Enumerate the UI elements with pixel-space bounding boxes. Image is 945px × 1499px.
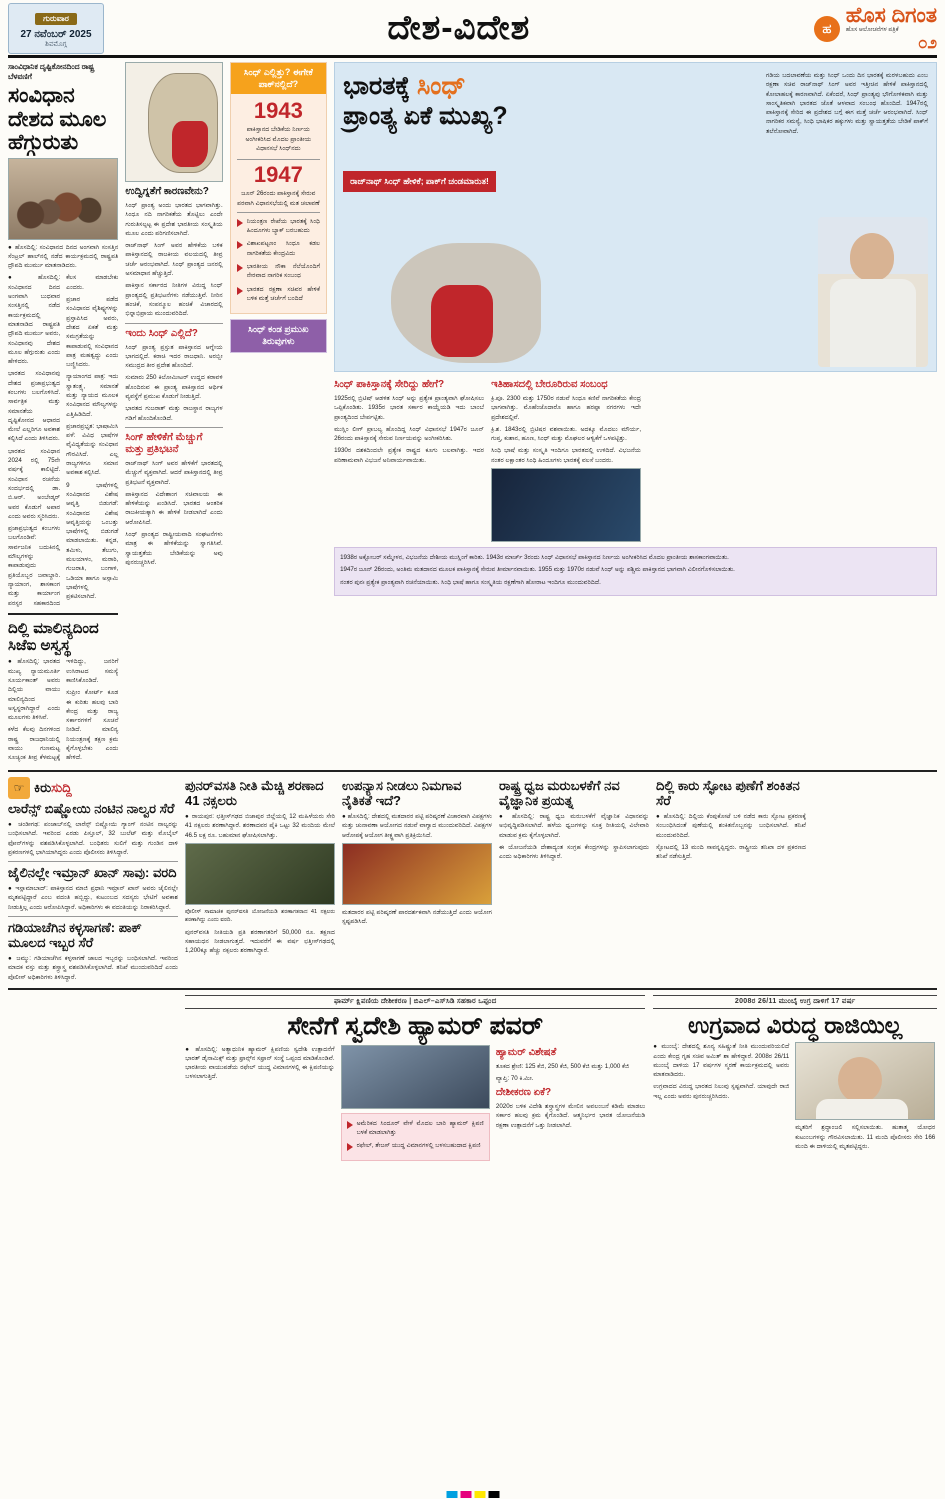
sindh-year-1947-text: ಜೂನ್ 26ರಂದು ಪಾಕಿಸ್ತಾನಕ್ಕೆ ಸೇರುವ ಪರವಾಗಿ ವಿಧಾನಸಭೆಯಲ್ಲಿ ಮತ ಚಲಾವಣೆ xyxy=(237,190,320,207)
lead-para: ಭಾರತದ ಸಂವಿಧಾನವು ದೇಶದ ಪ್ರಜಾಪ್ರಭುತ್ವದ ಕಂಬಗಳು ಬಲಗೊಳಿಸಿದೆ. ಸಾರ್ವತ್ರಿಕ ಮತ್ತು ಸಮಾನತೆಯ ದೃಷ್ಟಿಕೋನದ ಆಧಾರದ ಮೇಲೆ ಎಲ್ಲರಿಗೂ ಅವಕಾಶ ಕಲ್ಪಿಸಿದೆ ಎಂದು ತಿಳಿಸಿದರು. xyxy=(8,370,61,443)
date-label: 27 ನವೆಂಬರ್ 2025 xyxy=(20,28,92,40)
lead-story xyxy=(8,62,118,764)
flag-headline: ರಾಷ್ಟ್ರ ಧ್ವಜ ಮರುಬಳಕೆಗೆ ನವ ವೈಜ್ಞಾನಿಕ ಪ್ರಯತ್ನ xyxy=(499,778,620,809)
mumbai-attack-story xyxy=(653,995,937,1161)
naxal-body2: ಪುನರ್‌ವಸತಿ ನೀತಿಯಡಿ ಪ್ರತಿ ಶರಣಾಗತರಿಗೆ 50,000 ರೂ. ತಕ್ಷಣದ ಸಹಾಯಧನ ನೀಡಲಾಗುತ್ತದೆ. ಇದುವರೆಗೆ ಈ ವರ್ಷ ಛತ್ತೀಸ್‌ಗಢದಲ್ಲಿ 1,200ಕ್ಕೂ ಹೆಚ್ಚು ನಕ್ಸಲರು ಶರಣಾಗಿದ್ದಾರೆ. xyxy=(185,928,335,955)
election-photo xyxy=(342,843,492,905)
mumbai-para: ● ಮುಂಬೈ: ದೇಶದಲ್ಲಿ ಶೂನ್ಯ ಸಹಿಷ್ಣುತೆ ನೀತಿ ಮುಂದುವರಿಯಲಿದೆ ಎಂದು ಕೇಂದ್ರ ಗೃಹ ಸಚಿವ ಅಮಿತ್ ಶಾ ಹೇಳಿದ್ದಾರೆ. 2008ರ 26/11 ಮುಂಬೈ ದಾಳಿಯ 17 ವರ್ಷಗಳ ಸ್ಮರಣೆ ಕಾರ್ಯಕ್ರಮದಲ್ಲಿ ಅವರು ಮಾತನಾಡಿದರು. xyxy=(653,1043,790,1079)
hammer-missile-photo xyxy=(341,1045,490,1109)
lead-photo xyxy=(8,158,118,240)
triangle-bullet-icon xyxy=(237,264,243,272)
where-sindh-para: ಸುಮಾರು 250 ಕಿಲೋಮೀಟರ್ ಉದ್ದದ ಕರಾವಳಿ ಹೊಂದಿರುವ ಈ ಪ್ರಾಂತ್ಯ ಪಾಕಿಸ್ತಾನದ ಆರ್ಥಿಕ ವ್ಯವಸ್ಥೆಗೆ ಪ್ರಮುಖ ಕೊಡುಗೆ ನೀಡುತ್ತಿದೆ. xyxy=(125,374,223,401)
sindh-bullet-text: ಭಾರತದ ರಕ್ಷಣಾ ಸಚಿವರ ಹೇಳಿಕೆ ಬಳಿಕ ಮತ್ತೆ ಚರ್ಚೆಗೆ ಬಂದಿದೆ xyxy=(246,285,321,302)
sindh-map xyxy=(125,62,222,182)
sindh-year-1943-text: ಪಾಕಿಸ್ತಾನದ ಬೇಡಿಕೆಯ ನಿರ್ಣಯ ಅಂಗೀಕರಿಸಿದ ಮೊದಲ ಪ್ರಾಂತೀಯ ವಿಧಾನಸಭೆ ಸಿಂಧ್‌ನದು xyxy=(245,126,312,152)
sindh-bullet xyxy=(237,262,320,281)
lead-para: ಭಾರತದ ಸಂವಿಧಾನ 2024 ರಲ್ಲಿ 75ನೇ ವರ್ಷಕ್ಕೆ ಕಾಲಿಟ್ಟಿದೆ. ಸಂವಿಧಾನ ರಚನೆಯ ಸಂದರ್ಭದಲ್ಲಿ ಡಾ. ಬಿ.ಆರ್. ಅಂಬೇಡ್ಕರ್ ಅವರ ಕೊಡುಗೆ ಅಪಾರ ಎಂದು ಅವರು ಸ್ಮರಿಸಿದರು. xyxy=(8,447,61,520)
lead-para: ಪ್ರಚಾರಪ್ರಭೃತ: ಭಾಷಾಮಿಸಿ ಪಳೆ: ವಿವಿಧ ಭಾಷೆಗಳ ವೈವಿಧ್ಯತೆಯನ್ನು ಸಂವಿಧಾನ ಗೌರವಿಸಿದೆ. ಎಲ್ಲ ರಾಜ್ಯಗಳಿಗೂ ಸಮಾನ ಅವಕಾಶ ಕಲ್ಪಿಸಿದೆ. xyxy=(66,422,119,477)
hammer-pink-bullet xyxy=(347,1119,484,1138)
singh-statement-title: ಸಿಂಗ್ ಹೇಳಿಕೆಗೆ ಮೆಚ್ಚುಗೆ ಮತ್ತು ಪ್ರತಿಭಟನೆ xyxy=(125,431,203,455)
lead-para: 9 ಭಾಷೆಗಳಲ್ಲಿ ಸಂವಿಧಾನದ ವಿಶೇಷ ಆವೃತ್ತಿ ಬಿಡುಗಡೆ: ಸಂವಿಧಾನದ ವಿಶೇಷ ಆವೃತ್ತಿಯನ್ನು ಒಂಬತ್ತು ಭಾಷೆಗಳಲ್ಲಿ ಬಿಡುಗಡೆ ಮಾಡಲಾಯಿತು. ಕನ್ನಡ, ತಮಿಳು, ತೆಲುಗು, ಮಲಯಾಳಂ, ಮರಾಠಿ, ಗುಜರಾತಿ, ಬಂಗಾಳಿ, ಒಡಿಯಾ ಹಾಗೂ ಅಸ್ಸಾಮಿ ಭಾಷೆಗಳಲ್ಲಿ ಪ್ರಕಟಿಸಲಾಗಿದೆ. xyxy=(66,481,119,601)
sindh-year-1943: 1943 xyxy=(253,98,303,124)
hand-pointer-icon: ☞ xyxy=(8,777,30,799)
kiru-item-headline: ಜೈಲಿನಲ್ಲೇ ಇಮ್ರಾನ್ ಖಾನ್ ಸಾವು: ವರದಿ xyxy=(8,865,177,881)
bottom-left-spacer xyxy=(8,995,177,1161)
triangle-bullet-icon xyxy=(237,219,243,227)
mumbai-kicker: 2008ರ 26/11 ಮುಂಬೈ ಉಗ್ರ ದಾಳಿಗೆ 17 ವರ್ಷ xyxy=(653,995,937,1009)
singh-statement-para: ಸಿಂಧ್ ಪ್ರಾಂತ್ಯದ ರಾಷ್ಟ್ರೀಯವಾದಿ ಸಂಘಟನೆಗಳು ಮಾತ್ರ ಈ ಹೇಳಿಕೆಯನ್ನು ಸ್ವಾಗತಿಸಿವೆ. ಸ್ವಾಯತ್ತತೆಯ ಬೇಡಿಕೆಯನ್ನು ಅವು ಪುನರುಚ್ಚರಿಸಿವೆ. xyxy=(125,531,223,566)
kiru-label-1: ಕಿರು xyxy=(34,780,52,796)
naxal-body: ● ರಾಯಪುರ: ಛತ್ತೀಸ್‌ಗಢದ ಬಿಜಾಪುರ ಜಿಲ್ಲೆಯಲ್ಲಿ 12 ಮಹಿಳೆಯರು ಸೇರಿ 41 ನಕ್ಸಲರು ಶರಣಾಗಿದ್ದಾರೆ. ಶರಣಾದವರ ಪೈಕಿ ಒಟ್ಟು 32 ಮಂದಿಯ ಮೇಲೆ 46.5 ಲಕ್ಷ ರೂ. ಬಹುಮಾನ ಘೋಷಿಸಲಾಗಿತ್ತು. xyxy=(185,812,335,839)
hero-red-tag: ರಾಜ್‌ನಾಥ್ ಸಿಂಧ್ ಹೇಳಿಕೆ; ಪಾಕ್‌ಗೆ ಚಂಡಮಾರುತ! xyxy=(343,171,496,192)
delhi-blast-body2: ಸ್ಫೋಟದಲ್ಲಿ 13 ಮಂದಿ ಸಾವನ್ನಪ್ಪಿದ್ದರು. ರಾಷ್ಟ್ರೀಯ ತನಿಖಾ ದಳ ಪ್ರಕರಣದ ತನಿಖೆ ನಡೆಸುತ್ತಿದೆ. xyxy=(656,843,806,861)
naxal-story xyxy=(185,777,335,982)
newspaper-logo-icon: ಹ xyxy=(814,16,840,42)
delhi-cbi-para: ಕಳೆದ ಕೆಲವು ದಿನಗಳಿಂದ ರಾಷ್ಟ್ರ ರಾಜಧಾನಿಯಲ್ಲಿ ವಾಯು ಗುಣಮಟ್ಟ ಸೂಚ್ಯಂಕ ತೀವ್ರ ಕೆಳಮಟ್ಟಕ್ಕೆ ಇಳಿದಿದ್ದು, ಜನರಿಗೆ ಉಸಿರಾಟದ ಸಮಸ್ಯೆ ಕಾಣಿಸಿಕೊಂಡಿದೆ. xyxy=(8,658,119,762)
how-joined-title: ಸಿಂಧ್ ಪಾಕಿಸ್ತಾನಕ್ಕೆ ಸೇರಿದ್ದು ಹೇಗೆ? xyxy=(334,379,445,390)
where-sindh-title: ಇಂದು ಸಿಂಧ್ ಎಲ್ಲಿದೆ? xyxy=(125,327,198,339)
hammer-pink-bullet xyxy=(347,1141,484,1151)
hammer-spec: ವ್ಯಾಪ್ತಿ: 70 ಕಿ.ಮೀ. xyxy=(495,1074,534,1082)
brand-tagline: ಹೊಸ ಆಲೋಚನೆಗಳ ಪತ್ರಿಕೆ xyxy=(845,27,899,34)
lead-para: ನ್ಯಾಯಾಂಗದ ಪಾತ್ರ: ಇದು ಸ್ವಾತಂತ್ರ್ಯ, ಸಮಾನತೆ ಮತ್ತು ನ್ಯಾಯದ ಮೂಲಕ ಸಂವಿಧಾನದ ಮೌಲ್ಯಗಳನ್ನು ಎತ್ತಿಹಿಡಿದಿದೆ. xyxy=(66,373,119,418)
history-title: ಇತಿಹಾಸದಲ್ಲಿ ಬೇರೂರಿರುವ ಸಂಬಂಧ xyxy=(491,379,608,390)
lead-para: ಪ್ರಜಾಪ್ರಭುತ್ವದ ಕಂಬಗಳು ಬಲಗೊಂಡಿವೆ: ಸಾರ್ವಜನಿಕ ಬದುಕಿನಲ್ಲಿ ಮೌಲ್ಯಗಳನ್ನು ಕಾಪಾಡುವುದು ಪ್ರತಿಯೊಬ್ಬರ ಜವಾಬ್ದಾರಿ. ನ್ಯಾಯಾಂಗ, ಶಾಸಕಾಂಗ ಮತ್ತು ಕಾರ್ಯಾಂಗ ಪರಸ್ಪರ ಸಹಕಾರದಿಂದ ಕೆಲಸ ಮಾಡಬೇಕು ಎಂದರು. xyxy=(8,274,119,607)
hammer-body: ● ಹೊಸದಿಲ್ಲಿ: ಅತ್ಯಾಧುನಿಕ ಹ್ಯಾಮರ್ ಕ್ಷಿಪಣಿಯ ಸ್ವದೇಶಿ ಉತ್ಪಾದನೆಗೆ ಭಾರತ್ ಡೈನಾಮಿಕ್ಸ್ ಮತ್ತು ಫ್ರಾನ್ಸ್‌ನ ಸಫ್ರಾನ್ ಸಂಸ್ಥೆ ಒಪ್ಪಂದ ಮಾಡಿಕೊಂಡಿವೆ. ಭಾರತೀಯ ವಾಯುಪಡೆಯ ರಫೇಲ್ ಯುದ್ಧ ವಿಮಾನಗಳಲ್ಲಿ ಈ ಕ್ಷಿಪಣಿಯನ್ನು ಬಳಸಲಾಗುತ್ತಿದೆ. xyxy=(185,1045,335,1081)
kiru-item-body: ● ಇಸ್ಲಾಮಾಬಾದ್: ಪಾಕಿಸ್ತಾನದ ಮಾಜಿ ಪ್ರಧಾನಿ ಇಮ್ರಾನ್ ಖಾನ್ ಅವರು ಜೈಲಿನಲ್ಲೇ ಮೃತಪಟ್ಟಿದ್ದಾರೆ ಎಂಬ ವದಂತಿ ಹಬ್ಬಿದ್ದು, ಕುಟುಂಬದ ಸದಸ್ಯರು ಭೇಟಿಗೆ ಅವಕಾಶ ನೀಡುತ್ತಿಲ್ಲ ಎಂದು ಆರೋಪಿಸಿದ್ದಾರೆ. ಅಧಿಕಾರಿಗಳು ಈ ವದಂತಿಯನ್ನು ನಿರಾಕರಿಸಿದ್ದಾರೆ. xyxy=(8,885,178,911)
bottom-section xyxy=(8,995,937,1161)
sindh-quiz-title: ಸಿಂಧ್ ಎಲ್ಲಿತ್ತು? ಈಗೇಕೆ ಪಾಕ್‌ನಲ್ಲಿದೆ? xyxy=(231,63,326,94)
how-joined-para: ಮುಸ್ಲಿಂ ಲೀಗ್ ಪ್ರಾಬಲ್ಯ ಹೊಂದಿದ್ದ ಸಿಂಧ್ ವಿಧಾನಸಭೆ 1947ರ ಜೂನ್ 26ರಂದು ಪಾಕಿಸ್ತಾನಕ್ಕೆ ಸೇರುವ ನಿರ್ಣಯವನ್ನು ಅಂಗೀಕರಿಸಿತು. xyxy=(334,425,485,443)
delhi-cbi-para: ● ಹೊಸದಿಲ್ಲಿ: ಭಾರತದ ಮುಖ್ಯ ನ್ಯಾಯಮೂರ್ತಿ ಸೂರ್ಯಕಾಂತ್ ಅವರು ದಿಲ್ಲಿಯ ವಾಯು ಮಾಲಿನ್ಯದಿಂದ ಅಸ್ವಸ್ಥರಾಗಿದ್ದಾರೆ ಎಂದು ಮೂಲಗಳು ತಿಳಿಸಿವೆ. xyxy=(8,658,61,722)
lead-para: ಪ್ರಚಾರ ಪಡೆದ ಸಂವಿಧಾನದ ವೈಶಿಷ್ಟ್ಯಗಳನ್ನು ಪ್ರಸ್ತಾಪಿಸಿದ ಅವರು, ದೇಶದ ಏಕತೆ ಮತ್ತು ಸಮಗ್ರತೆಯನ್ನು ಕಾಪಾಡುವಲ್ಲಿ ಸಂವಿಧಾನದ ಪಾತ್ರ ಮಹತ್ವದ್ದು ಎಂದು ಬಣ್ಣಿಸಿದರು. xyxy=(66,296,119,369)
lead-photo-caption: ● ಹೊಸದಿಲ್ಲಿ: ಸಂವಿಧಾನದ ದಿನದ ಅಂಗವಾಗಿ ಸಂಸತ್ತಿನ ಸೆಂಟ್ರಲ್ ಹಾಲ್‌ನಲ್ಲಿ ನಡೆದ ಕಾರ್ಯಕ್ರಮದಲ್ಲಿ ರಾಷ್ಟ್ರಪತಿ ದ್ರೌಪದಿ ಮುರ್ಮು ಮಾತನಾಡಿದರು. xyxy=(8,243,119,270)
triangle-bullet-icon xyxy=(237,241,243,249)
page-number: ೦೨ xyxy=(917,32,937,52)
where-sindh-para: ಭಾರತದ ಗುಜರಾತ್ ಮತ್ತು ರಾಜಸ್ಥಾನ ರಾಜ್ಯಗಳ ಗಡಿಗೆ ಹೊಂದಿಕೊಂಡಿದೆ. xyxy=(125,405,223,422)
naxal-caption: ಪೊಲೀಸ್ ಸಾಮಾಜಿಕ ಪುನರ್‌ವಸತಿ ಯೋಜನೆಯಡಿ ಶರಣಾಗತರಾದ 41 ನಕ್ಸಲರು ಶರಣಾಗಿದ್ದು ಎಂದು ವರದಿ. xyxy=(185,908,335,924)
amit-shah-photo xyxy=(795,1042,935,1120)
history-para: ಕ್ರಿ.ಪೂ. 2300 ಮತ್ತು 1750ರ ನಡುವೆ ಸಿಂಧೂ ಕಣಿವೆ ನಾಗರಿಕತೆಯ ಕೇಂದ್ರ ಭಾಗವಾಗಿತ್ತು. ಮೊಹೆಂಜೊದಾರೊ ಹಾಗೂ ಹರಪ್ಪಾ ನಗರಗಳು ಇದೇ ಪ್ರದೇಶದಲ್ಲಿವೆ. xyxy=(491,395,642,421)
sindh-bullet xyxy=(237,217,320,236)
delhi-blast-body: ● ಹೊಸದಿಲ್ಲಿ: ದಿಲ್ಲಿಯ ಕೆಂಪುಕೋಟೆ ಬಳಿ ನಡೆದ ಕಾರು ಸ್ಫೋಟ ಪ್ರಕರಣಕ್ಕೆ ಸಂಬಂಧಿಸಿದಂತೆ ಪುಣೆಯಲ್ಲಿ ಶಂಕಿತನೊಬ್ಬನನ್ನು ಬಂಧಿಸಲಾಗಿದೆ. ತನಿಖೆ ಮುಂದುವರಿದಿದೆ. xyxy=(656,812,806,839)
sindh-turning-points-title: ಸಿಂಧ್ ಕಂಡ ಪ್ರಮುಖ ತಿರುವುಗಳು xyxy=(231,320,326,351)
triangle-bullet-icon xyxy=(237,287,243,295)
flag-body2: ಈ ಯೋಜನೆಯಡಿ ದೇಶಾದ್ಯಂತ ಸಂಗ್ರಹ ಕೇಂದ್ರಗಳನ್ನು ಸ್ಥಾಪಿಸಲಾಗುವುದು ಎಂದು ಅಧಿಕಾರಿಗಳು ತಿಳಿಸಿದ್ದಾರೆ. xyxy=(499,843,649,861)
deshikarana-body: 2020ರ ಬಳಿಕ ವಿದೇಶಿ ಶಸ್ತ್ರಾಸ್ತ್ರಗಳ ಮೇಲಿನ ಅವಲಂಬನೆ ಕಡಿಮೆ ಮಾಡಲು ಸರ್ಕಾರ ಹಲವು ಕ್ರಮ ಕೈಗೊಂಡಿದೆ. ಆತ್ಮನಿರ್ಭರ ಭಾರತ ಯೋಜನೆಯಡಿ ರಕ್ಷಣಾ ಉತ್ಪಾದನೆಗೆ ಒತ್ತು ನೀಡಲಾಗಿದೆ. xyxy=(495,1103,646,1129)
sindh-turning-para: ನಂತರ ಪುನಃ ಪ್ರತ್ಯೇಕ ಪ್ರಾಂತ್ಯವಾಗಿ ರಚನೆಯಾಯಿತು. ಸಿಂಧಿ ಭಾಷೆ ಹಾಗೂ ಸಂಸ್ಕೃತಿಯ ರಕ್ಷಣೆಗಾಗಿ ಹೋರಾಟ ಇಂದಿಗೂ ಮುಂದುವರಿದಿದೆ. xyxy=(340,578,601,586)
why-growth-title: ಉದ್ವಿಗ್ನತೆಗೆ ಕಾರಣವೇನು? xyxy=(125,186,209,197)
hero-side-text: ಗಡಿಯ ಬದಲಾವಣೆಯ ಮತ್ತು ಸಿಂಧ್ ಒಂದು ದಿನ ಭಾರತಕ್ಕೆ ಮರಳಬಹುದು ಎಂಬ ರಕ್ಷಣಾ ಸಚಿವ ರಾಜ್‌ನಾಥ್ ಸಿಂಗ್ ಅವರ ಇತ್ತೀಚಿನ ಹೇಳಿಕೆ ಪಾಕಿಸ್ತಾನದಲ್ಲಿ ಕೋಲಾಹಲಕ್ಕೆ ಕಾರಣವಾಗಿದೆ. ಏಕೆಂದರೆ, ಸಿಂಧ್ ಪ್ರಾಂತ್ಯವು ಭೌಗೋಳಿಕವಾಗಿ ಮತ್ತು ಸಾಂಸ್ಕೃತಿಕವಾಗಿ ಭಾರತದ ಜೊತೆ ಆಳವಾದ ಸಂಬಂಧ ಹೊಂದಿದೆ. 1947ರಲ್ಲಿ ಪಾಕಿಸ್ತಾನಕ್ಕೆ ಸೇರಿದ ಈ ಪ್ರದೇಶದ ಬಗ್ಗೆ ಈಗ ಮತ್ತೆ ಚರ್ಚೆ ಆರಂಭವಾಗಿದೆ. ಸಿಂಧ್ ನಾಗರಿಕರ ಸಮಸ್ಯೆ, ಸಿಂಧಿ ಭಾಷಿಕರ ಹಕ್ಕುಗಳು ಮತ್ತು ಸ್ವಾಯತ್ತತೆಯ ಬೇಡಿಕೆ ಪಾಕ್‌ಗೆ ತಲೆನೋವಾಗಿದೆ. xyxy=(766,72,929,135)
hammer-headline: ಸೇನೆಗೆ ಸ್ವದೇಶಿ ಹ್ಯಾಮರ್ ಪವರ್ xyxy=(287,1011,544,1040)
hero-title-accent: ಸಿಂಧ್ xyxy=(417,72,466,100)
singh-statement-para: ಪಾಕಿಸ್ತಾನದ ವಿದೇಶಾಂಗ ಸಚಿವಾಲಯ ಈ ಹೇಳಿಕೆಯನ್ನು ಖಂಡಿಸಿದೆ. ಭಾರತದ ಆಂತರಿಕ ರಾಜಕೀಯಕ್ಕಾಗಿ ಈ ಹೇಳಿಕೆ ನೀಡಲಾಗಿದೆ ಎಂದು ಆರೋಪಿಸಿದೆ. xyxy=(125,490,223,526)
sindh-quiz-column xyxy=(230,62,327,764)
sindh-bullet-text: ಭಾರತೀಯ ನೌಕಾ ನೆಲೆಯೊಂದಿಗೆ ನೇರವಾದ ನಾಗರಿಕ ಸಂಬಂಧ xyxy=(246,263,321,280)
sindh-bullet xyxy=(237,239,320,258)
cmyk-registration-marks xyxy=(446,1491,499,1498)
triangle-bullet-icon xyxy=(347,1121,353,1129)
kiru-label-2: ಸುದ್ದಿ xyxy=(51,780,72,796)
brand-name: ಹೊಸ ದಿಗಂತ xyxy=(845,4,937,28)
sindh-turning-para: 1938ರ ಅಕ್ಟೋಬರ್ ಸಮ್ಮೇಳನ, ವಿಭಜನೆಯ ದೇಶೀಯ ಮುಸ್ಲಿಂಗೆ ಕಾರಿತು. 1943ರ ಮಾರ್ಚ್ 3ರಂದು ಸಿಂಧ್ ವಿಧಾನಸಭೆ ಪಾಕಿಸ್ತಾನದ ನಿರ್ಣಯ ಅಂಗೀಕರಿಸಿದ ಮೊದಲ ಪ್ರಾಂತೀಯ ಶಾಸಕಾಂಗವಾಯಿತು. xyxy=(340,554,729,562)
history-block xyxy=(491,377,641,542)
sindh-year-1947: 1947 xyxy=(253,162,303,188)
masthead xyxy=(8,6,937,58)
brand xyxy=(814,5,937,51)
kiru-suddi-badge xyxy=(8,777,178,799)
sindh-turning-para: 1947ರ ಜೂನ್ 26ರಂದು, ಅಂತಿಮ ಮತದಾನದ ಮೂಲಕ ಪಾಕಿಸ್ತಾನಕ್ಕೆ ಸೇರುವ ತೀರ್ಮಾನವಾಯಿತು. 1955 ಮತ್ತು 1970ರ ನಡುವೆ ಸಿಂಧ್ ಅನ್ನು ಪಶ್ಚಿಮ ಪಾಕಿಸ್ತಾನದ ಭಾಗವಾಗಿ ವಿಲೀನಗೊಳಿಸಲಾಯಿತು. xyxy=(340,566,735,574)
delhi-cbi-para: ಸುಪ್ರೀಂ ಕೋರ್ಟ್ ಕೂಡ ಈ ಕುರಿತು ಹಲವು ಬಾರಿ ಕೇಂದ್ರ ಮತ್ತು ರಾಜ್ಯ ಸರ್ಕಾರಗಳಿಗೆ ಸೂಚನೆ ನೀಡಿದೆ. ಮಾಲಿನ್ಯ ನಿಯಂತ್ರಣಕ್ಕೆ ತಕ್ಷಣ ಕ್ರಮ ಕೈಗೊಳ್ಳಬೇಕು ಎಂದು ಹೇಳಿದೆ. xyxy=(66,689,119,762)
hammer-kicker: ಫಾರ್ಮ್ ಕ್ಷಿಪಣಿಯ ದೇಶೀಕರಣ | ಬಿಎಲ್–ಎಸ್‌ಸಿಡಿ ಸಹಕಾರ ಒಪ್ಪಂದ xyxy=(185,995,645,1009)
hero-title-line2: ಪ್ರಾಂತ್ಯ ಏಕೆ ಮುಖ್ಯ? xyxy=(343,102,508,130)
date-box xyxy=(8,3,104,54)
naxal-headline: ಪುನರ್‌ವಸತಿ ನೀತಿ ಮೆಚ್ಚಿ ಶರಣಾದ 41 ನಕ್ಸಲರು xyxy=(185,778,324,809)
triangle-bullet-icon xyxy=(347,1143,353,1151)
election-body: ● ಹೊಸದಿಲ್ಲಿ: ದೇಶದಲ್ಲಿ ಮತದಾರರ ಪಟ್ಟಿ ಪರಿಷ್ಕರಣೆ ವಿಚಾರವಾಗಿ ವಿಪಕ್ಷಗಳು ಮತ್ತು ಚುನಾವಣಾ ಆಯೋಗದ ನಡುವೆ ವಾಗ್ವಾದ ಮುಂದುವರಿದಿದೆ. ವಿಪಕ್ಷಗಳ ಆರೋಪಕ್ಕೆ ಆಯೋಗ ತೀಕ್ಷ್ಣವಾಗಿ ಪ್ರತಿಕ್ರಿಯಿಸಿದೆ. xyxy=(342,812,492,839)
why-growth-para: ರಾಜ್‌ನಾಥ್ ಸಿಂಗ್ ಅವರ ಹೇಳಿಕೆಯ ಬಳಿಕ ಪಾಕಿಸ್ತಾನದಲ್ಲಿ ರಾಜಕೀಯ ವಲಯದಲ್ಲಿ ತೀವ್ರ ಚರ್ಚೆ ಆರಂಭವಾಗಿದೆ. ಸಿಂಧ್ ಪ್ರಾಂತ್ಯದ ಜನರಲ್ಲಿ ಅಸಮಾಧಾನ ಹೆಚ್ಚುತ್ತಿದೆ. xyxy=(125,242,223,278)
map-column xyxy=(125,62,222,764)
deshikarana-title: ದೇಶೀಕರಣ ಏಕೆ? xyxy=(495,1087,552,1099)
mumbai-para: ಮೃತರಿಗೆ ಶ್ರದ್ಧಾಂಜಲಿ ಸಲ್ಲಿಸಲಾಯಿತು. ಹುತಾತ್ಮ ಯೋಧರ ಕುಟುಂಬಗಳನ್ನು ಗೌರವಿಸಲಾಯಿತು. 11 ಮಂದಿ ಪೊಲೀಸರು ಸೇರಿ 166 ಮಂದಿ ಈ ದಾಳಿಯಲ್ಲಿ ಮೃತಪಟ್ಟಿದ್ದರು. xyxy=(795,1124,936,1150)
mumbai-para: ಉಗ್ರವಾದದ ವಿರುದ್ಧ ಭಾರತದ ನಿಲುವು ಸ್ಪಷ್ಟವಾಗಿದೆ. ಯಾವುದೇ ರಾಜಿ ಇಲ್ಲ ಎಂದು ಅವರು ಪುನರುಚ್ಚರಿಸಿದರು. xyxy=(653,1083,790,1100)
election-story xyxy=(342,777,492,982)
hero-portrait xyxy=(818,217,928,367)
delhi-blast-story xyxy=(656,777,806,982)
hammer-spec: ತೂಕದ ಶ್ರೇಣಿ: 125 ಕೆಜಿ, 250 ಕೆಜಿ, 500 ಕೆಜಿ ಮತ್ತು 1,000 ಕೆಜಿ xyxy=(495,1062,630,1070)
kiru-item-headline: ಗಡಿಯಾಚೆಗಿನ ಕಳ್ಳಸಾಗಣೆ: ಪಾಕ್ ಮೂಲದ ಇಬ್ಬರ ಸೆರೆ xyxy=(8,920,142,950)
top-section xyxy=(8,62,937,764)
mid-section xyxy=(8,777,937,982)
city-label: ಶಿವಮೊಗ್ಗ xyxy=(45,41,67,49)
page-title: ದೇಶ-ವಿದೇಶ xyxy=(387,9,531,47)
lead-kicker: ಸಾಂವಿಧಾನಿಕ ದೃಷ್ಟಿಕೋನದಿಂದ ರಾಷ್ಟ್ರ ಬೆಳವಣಿಗೆ xyxy=(8,62,95,81)
election-body2: ಮತದಾರರ ಪಟ್ಟಿ ಪರಿಷ್ಕರಣೆ ಪಾರದರ್ಶಕವಾಗಿ ನಡೆಯುತ್ತಿದೆ ಎಂದು ಆಯೋಗ ಸ್ಪಷ್ಟಪಡಿಸಿದೆ. xyxy=(342,908,492,926)
mumbai-headline: ಉಗ್ರವಾದ ವಿರುದ್ಧ ರಾಜಿಯಿಲ್ಲ xyxy=(687,1011,903,1038)
lead-headline: ಸಂವಿಧಾನ ದೇಶದ ಮೂಲ ಹೆಗ್ಗುರುತು xyxy=(8,84,107,155)
kiru-item-body: ● ಜಮ್ಮು: ಗಡಿಯಾಚೆಗಿನ ಕಳ್ಳಸಾಗಣೆ ಜಾಲದ ಇಬ್ಬರನ್ನು ಬಂಧಿಸಲಾಗಿದೆ. ಇವರಿಂದ ಮಾದಕ ವಸ್ತು ಮತ್ತು ಶಸ್ತ್ರಾಸ್ತ್ರ ವಶಪಡಿಸಿಕೊಳ್ಳಲಾಗಿದೆ. ತನಿಖೆ ಮುಂದುವರಿದಿದೆ ಎಂದು ಪೊಲೀಸ್ ಅಧಿಕಾರಿಗಳು ತಿಳಿಸಿದ್ದಾರೆ. xyxy=(8,954,178,981)
why-growth-para: ಸಿಂಧ್ ಪ್ರಾಂತ್ಯ ಅಂದು ಭಾರತದ ಭಾಗವಾಗಿತ್ತು. ಸಿಂಧೂ ನದಿ ನಾಗರಿಕತೆಯ ತೊಟ್ಟಿಲು ಎಂದೇ ಗುರುತಿಸಲ್ಪಟ್ಟ ಈ ಪ್ರದೇಶ ಭಾರತೀಯ ಸಂಸ್ಕೃತಿಯ ಮೂಲ ಎಂದು ಪರಿಗಣಿಸಲಾಗಿದೆ. xyxy=(125,202,223,237)
history-photo xyxy=(491,468,641,542)
how-joined-para: 1925ರಲ್ಲಿ ಬ್ರಿಟಿಷ್ ಆಡಳಿತ ಸಿಂಧ್ ಅನ್ನು ಪ್ರತ್ಯೇಕ ಪ್ರಾಂತ್ಯವಾಗಿ ಘೋಷಿಸಲು ಒಪ್ಪಿಕೊಂಡಿತು. 1935ರ ಭಾರತ ಸರ್ಕಾರ ಕಾಯ್ದೆಯಡಿ ಇದು ಬಾಂಬೆ ಪ್ರಾಂತ್ಯದಿಂದ ಬೇರ್ಪಟ್ಟಿತು. xyxy=(334,395,485,421)
how-joined-block xyxy=(334,377,484,542)
hammer-pink-bullet-text: ಅಮೆರಿಕದ ಸಿಂದೂರ್ ವೇಳೆ ಮೊದಲ ಬಾರಿ ಹ್ಯಾಮರ್ ಕ್ಷಿಪಣಿ ಬಳಕೆ ಮಾಡಲಾಗಿತ್ತು xyxy=(356,1119,484,1136)
sindh-bullet-text: ನಿಯಂತ್ರಣ ರೇಖೆಯ ಭಾರತಕ್ಕೆ ಸಿಂಧಿ ಹಿಂದೂಗಳು ಬ್ಯಾಕ್ ಬರಬಹುದು xyxy=(246,217,321,235)
flag-body: ● ಹೊಸದಿಲ್ಲಿ: ರಾಷ್ಟ್ರ ಧ್ವಜ ಮರುಬಳಕೆಗೆ ವೈಜ್ಞಾನಿಕ ವಿಧಾನವನ್ನು ಅಭಿವೃದ್ಧಿಪಡಿಸಲಾಗಿದೆ. ಹಳೆಯ ಧ್ವಜಗಳನ್ನು ಸೂಕ್ತ ರೀತಿಯಲ್ಲಿ ವಿಲೇವಾರಿ ಮಾಡುವ ಕ್ರಮ ಕೈಗೊಳ್ಳಲಾಗಿದೆ. xyxy=(499,812,649,839)
delhi-blast-headline: ದಿಲ್ಲಿ ಕಾರು ಸ್ಫೋಟ ಪುಣೆಗೆ ಶಂಕಿತನ ಸೆರೆ xyxy=(656,778,800,809)
kiru-suddi-column xyxy=(8,777,178,982)
sindh-bullet xyxy=(237,285,320,304)
naxal-photo xyxy=(185,843,335,905)
history-para: ಕ್ರಿ.ಶ. 1843ರಲ್ಲಿ ಬ್ರಿಟಿಷರ ವಶವಾಯಿತು. ಅದಕ್ಕೂ ಮೊದಲು ಮೌರ್ಯ, ಗುಪ್ತ, ಕುಶಾನ, ಹೂಣ, ಸಿಂಧ್ ಮತ್ತು ಮೊಘಲರ ಆಳ್ವಿಕೆಗೆ ಒಳಪಟ್ಟಿತ್ತು. xyxy=(491,425,642,443)
why-growth-para: ಪಾಕಿಸ್ತಾನ ಸರ್ಕಾರದ ನೀತಿಗಳ ವಿರುದ್ಧ ಸಿಂಧ್ ಪ್ರಾಂತ್ಯದಲ್ಲಿ ಪ್ರತಿಭಟನೆಗಳು ನಡೆಯುತ್ತಿವೆ. ನೀರಿನ ಹಂಚಿಕೆ, ಸಂಪನ್ಮೂಲ ಹಂಚಿಕೆ ವಿಚಾರದಲ್ಲಿ ಭಿನ್ನಾಭಿಪ್ರಾಯ ಮುಂದುವರಿದಿದೆ. xyxy=(125,282,223,318)
where-sindh-para: ಸಿಂಧ್ ಪ್ರಾಂತ್ಯ ಪ್ರಸ್ತುತ ಪಾಕಿಸ್ತಾನದ ಆಗ್ನೇಯ ಭಾಗದಲ್ಲಿದೆ. ಕರಾಚಿ ಇದರ ರಾಜಧಾನಿ. ಅರಬ್ಬೀ ಸಮುದ್ರದ ತೀರ ಪ್ರದೇಶ ಹೊಂದಿದೆ. xyxy=(125,343,223,370)
singh-statement-para: ರಾಜ್‌ನಾಥ್ ಸಿಂಗ್ ಅವರ ಹೇಳಿಕೆಗೆ ಭಾರತದಲ್ಲಿ ಮೆಚ್ಚುಗೆ ವ್ಯಕ್ತವಾಗಿದೆ. ಆದರೆ ಪಾಕಿಸ್ತಾನದಲ್ಲಿ ತೀವ್ರ ಪ್ರತಿಭಟನೆ ವ್ಯಕ್ತವಾಗಿದೆ. xyxy=(125,459,223,486)
hammer-story xyxy=(185,995,645,1161)
how-joined-para: 1930ರ ದಶಕದಿಂದಲೇ ಪ್ರತ್ಯೇಕ ರಾಷ್ಟ್ರದ ಕೂಗು ಬಲವಾಗಿತ್ತು. ಇದರ ಪರಿಣಾಮವಾಗಿ ವಿಭಜನೆ ಅನಿವಾರ್ಯವಾಯಿತು. xyxy=(334,447,485,464)
hammer-pink-bullet-text: ರಫೇಲ್, ತೇಜಸ್ ಯುದ್ಧ ವಿಮಾನಗಳಲ್ಲಿ ಬಳಸಬಹುದಾದ ಕ್ಷಿಪಣಿ xyxy=(356,1142,481,1150)
hero-title-line1: ಭಾರತಕ್ಕೆ xyxy=(343,72,411,100)
flag-story xyxy=(499,777,649,982)
weekday-label: ಗುರುವಾರ xyxy=(35,13,77,25)
hero-title xyxy=(343,71,760,131)
hero-map-sindh-highlight xyxy=(431,285,493,357)
kiru-item-headline: ಲಾರೆನ್ಸ್ ಬಿಷ್ಣೋಯಿ ನಂಟಿನ ನಾಲ್ವರ ಸೆರೆ xyxy=(8,801,175,817)
history-para: ಸಿಂಧಿ ಭಾಷೆ ಮತ್ತು ಸಂಸ್ಕೃತಿ ಇಂದಿಗೂ ಭಾರತದಲ್ಲಿ ಉಳಿದಿದೆ. ವಿಭಜನೆಯ ನಂತರ ಲಕ್ಷಾಂತರ ಸಿಂಧಿ ಹಿಂದೂಗಳು ಭಾರತಕ್ಕೆ ವಲಸೆ ಬಂದರು. xyxy=(491,447,642,464)
election-headline: ಉಪನ್ಯಾಸ ನೀಡಲು ನಿಮಗಾವ ನೈತಿಕತೆ ಇದೆ? xyxy=(342,778,462,809)
hero-column xyxy=(334,62,937,764)
kiru-item-body: ● ಚಂಡೀಗಢ: ಪಂಜಾಬ್‌ನಲ್ಲಿ ಲಾರೆನ್ಸ್ ಬಿಷ್ಣೋಯಿ ಗ್ಯಾಂಗ್ ನಂಟಿನ ನಾಲ್ವರನ್ನು ಬಂಧಿಸಲಾಗಿದೆ. ಇವರಿಂದ ಎರಡು ಪಿಸ್ತೂಲ್, 32 ಬುಲೆಟ್ ಮತ್ತು ಮೊಬೈಲ್ ಫೋನ್‌ಗಳನ್ನು ವಶಪಡಿಸಿಕೊಳ್ಳಲಾಗಿದೆ. ಬಂಧಿತರು ಸುಲಿಗೆ ಮತ್ತು ಗುಂಡಿನ ದಾಳಿ ಪ್ರಕರಣಗಳಲ್ಲಿ ಭಾಗಿಯಾಗಿದ್ದರು ಎಂದು ಪೊಲೀಸರು ತಿಳಿಸಿದ್ದಾರೆ. xyxy=(8,821,178,856)
lead-para: ● ಹೊಸದಿಲ್ಲಿ: ಸಂವಿಧಾನದ ದಿನದ ಅಂಗವಾಗಿ ಬುಧವಾರ ಸಂಸತ್ತಿನಲ್ಲಿ ನಡೆದ ಕಾರ್ಯಕ್ರಮದಲ್ಲಿ ಮಾತನಾಡಿದ ರಾಷ್ಟ್ರಪತಿ ದ್ರೌಪದಿ ಮುರ್ಮು ಅವರು, ಸಂವಿಧಾನವು ದೇಶದ ಮೂಲ ಹೆಗ್ಗುರುತು ಎಂದು ಹೇಳಿದರು. xyxy=(8,274,61,366)
hammer-spec-title: ಹ್ಯಾಮರ್ ವಿಶೇಷತೆ xyxy=(495,1046,557,1058)
delhi-cbi-headline: ದಿಲ್ಲಿ ಮಾಲಿನ್ಯದಿಂದ ಸಿಜೆಐ ಅಸ್ವಸ್ಥ xyxy=(8,619,99,655)
sindh-bullet-text: ವಿಶಾಖಪಟ್ಟಣಂ ಸಿಂಧೂ ಕಡಲ ನಾಗರಿಕತೆಯ ಕೇಂದ್ರವಿದು xyxy=(246,240,321,257)
hero-banner xyxy=(334,62,937,372)
